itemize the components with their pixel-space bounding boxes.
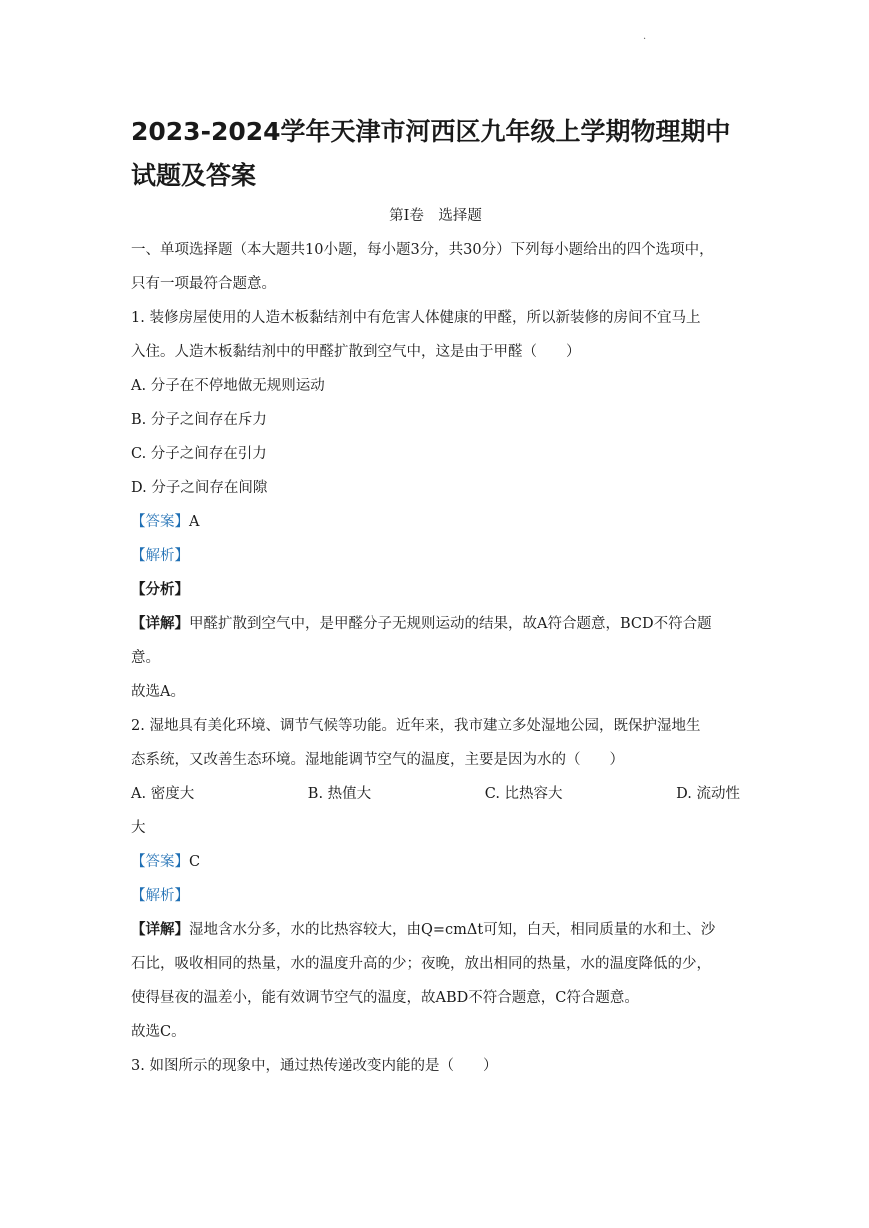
q2-options-row (131, 777, 740, 811)
q1-answer (131, 505, 740, 539)
q2-option-d: D. 流动性 (676, 786, 740, 802)
part-intro-line-1: 一、单项选择题（本大题共10小题，每小题3分，共30分）下列每小题给出的四个选项中， (131, 242, 714, 258)
section-heading: 第Ⅰ卷 选择题 (389, 208, 482, 224)
q2-detail-tag: 【详解】 (131, 921, 189, 938)
q2-detail-text-1: 湿地含水分多，水的比热容较大，由Q=cmΔt可知，白天，相同质量的水和土、沙 (189, 922, 716, 938)
q1-detail-tag: 【详解】 (131, 615, 189, 632)
q2-conclusion: 故选C。 (131, 1024, 186, 1040)
q1-answer-value: A (189, 514, 200, 530)
q1-analysis-tag: 【解析】 (131, 548, 189, 564)
q2-answer-tag: 【答案】 (131, 854, 189, 870)
q1-fenxi-tag: 【分析】 (131, 581, 189, 598)
q2-option-b: B. 热值大 (307, 786, 372, 802)
q1-option-c: C. 分子之间存在引力 (131, 446, 267, 462)
q1-stem-line-1: 1. 装修房屋使用的人造木板黏结剂中有危害人体健康的甲醛，所以新装修的房间不宜马上 (131, 310, 701, 326)
document-title: 2023-2024学年天津市河西区九年级上学期物理期中试题及答案 (131, 117, 731, 190)
q1-detail-line-2: 意。 (131, 650, 160, 666)
q2-detail-line-1 (131, 913, 740, 947)
q2-detail-line-2: 石比，吸收相同的热量，水的温度升高的少；夜晚，放出相同的热量，水的温度降低的少， (131, 956, 711, 972)
part-intro-line-2: 只有一项最符合题意。 (131, 276, 276, 292)
q2-option-a: A. 密度大 (131, 786, 195, 802)
q1-detail-text-1: 甲醛扩散到空气中，是甲醛分子无规则运动的结果，故A符合题意，BCD不符合题 (189, 616, 712, 632)
q2-option-d-wrap: 大 (131, 820, 146, 836)
q2-stem-line-1: 2. 湿地具有美化环境、调节气候等功能。近年来，我市建立多处湿地公园，既保护湿地生 (131, 718, 701, 734)
q3-stem: 3. 如图所示的现象中，通过热传递改变内能的是（ ） (131, 1058, 498, 1074)
q1-conclusion: 故选A。 (131, 684, 185, 700)
q1-option-b: B. 分子之间存在斥力 (131, 412, 267, 428)
q1-option-a: A. 分子在不停地做无规则运动 (131, 378, 325, 394)
q2-option-c: C. 比热容大 (484, 786, 563, 802)
q2-stem-line-2: 态系统，又改善生态环境。湿地能调节空气的温度，主要是因为水的（ ） (131, 752, 624, 768)
q1-answer-tag: 【答案】 (131, 514, 189, 530)
q2-answer-value: C (189, 854, 201, 870)
q1-detail-line-1 (131, 607, 740, 641)
q2-analysis-tag: 【解析】 (131, 888, 189, 904)
q1-stem-line-2: 入住。人造木板黏结剂中的甲醛扩散到空气中，这是由于甲醛（ ） (131, 344, 581, 360)
q2-detail-line-3: 使得昼夜的温差小，能有效调节空气的温度，故ABD不符合题意，C符合题意。 (131, 990, 639, 1006)
q2-answer (131, 845, 740, 879)
header-dot-mark: · (643, 34, 647, 45)
q1-option-d: D. 分子之间存在间隙 (131, 480, 268, 496)
document-body (131, 199, 740, 1083)
